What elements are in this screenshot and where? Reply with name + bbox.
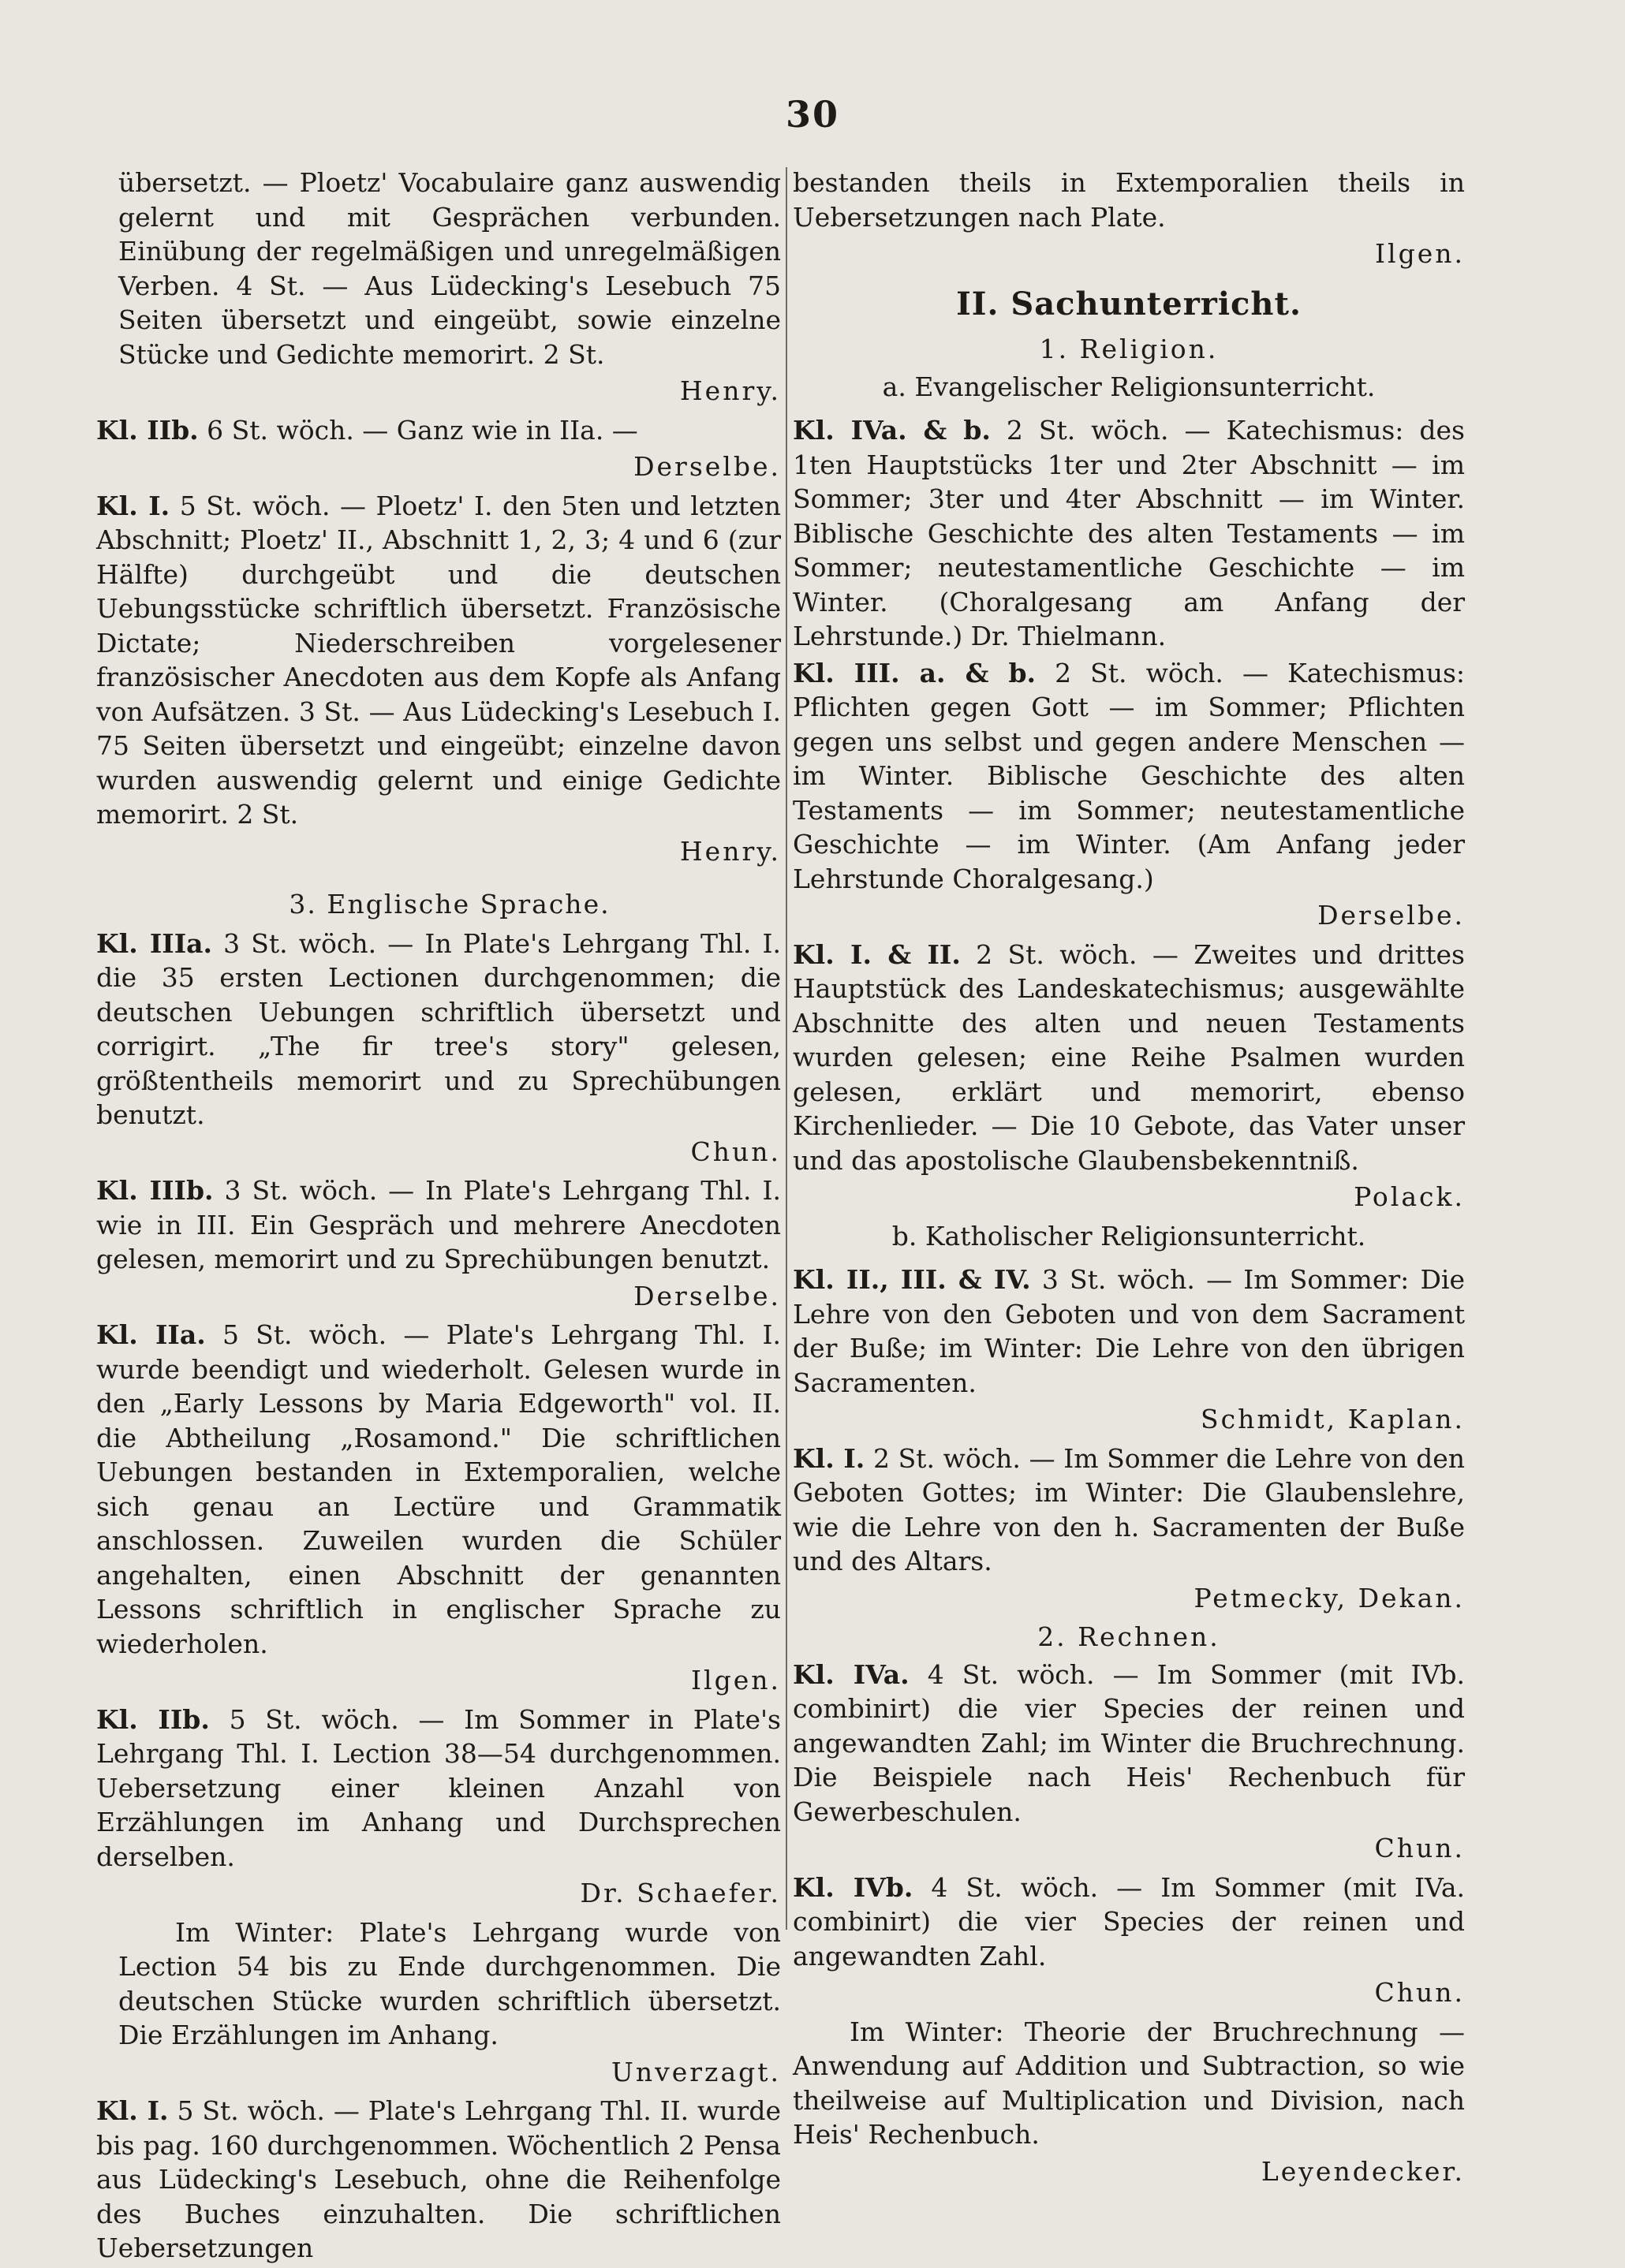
signature: Ilgen. — [691, 1665, 781, 1695]
paragraph — [96, 1173, 781, 1277]
class-label: Kl. I. & II. — [793, 938, 961, 970]
paragraph-text: 3 St. wöch. — In Plate's Lehrgang Thl. I. die 35 ersten Lectionen durchgenommen; die deutschen Uebungen schriftlich übersetzt und corrigirt. „The fir tree's story" gelesen, größtentheils memorirt und zu Sprechübungen benutzt. — [96, 927, 781, 1130]
signature: Schmidt, Kaplan. — [1201, 1404, 1465, 1434]
paragraph — [793, 413, 1465, 654]
paragraph — [793, 1442, 1465, 1579]
subsection-heading: 2. Rechnen. — [1037, 1621, 1220, 1652]
paragraph — [793, 938, 1465, 1178]
paragraph — [96, 489, 781, 832]
signature: Henry. — [679, 835, 781, 867]
signature: Polack. — [1354, 1181, 1465, 1212]
class-label: Kl. IVa. — [793, 1658, 910, 1690]
paragraph-text: 2 St. wöch. — Im Sommer die Lehre von den Geboten Gottes; im Winter: Die Glaubenslehre, wie die Lehre von den h. Sacramenten der Buße und des Altars. — [793, 1442, 1466, 1576]
paragraph-text: 6 St. wöch. — Ganz wie in IIa. — — [207, 414, 638, 446]
signature: Chun. — [690, 1136, 781, 1167]
page-number: 30 — [785, 93, 839, 136]
paragraph — [96, 1318, 781, 1661]
paragraph — [96, 1703, 781, 1874]
class-label: Kl. I. — [96, 490, 170, 521]
paragraph-text: 4 St. wöch. — Im Sommer (mit IVb. combinirt) die vier Species der reinen und angewandten Zahl; im Winter die Bruchrechnung. Die Beispiele nach Heis' Rechenbuch für Gewerbeschulen. — [793, 1658, 1465, 1827]
signature: Chun. — [1374, 1977, 1465, 2008]
paragraph — [96, 2094, 781, 2266]
subsubsection-heading: b. Katholischer Religionsunterricht. — [891, 1220, 1366, 1252]
paragraph-text: 3 St. wöch. — Im Sommer: Die Lehre von den Geboten und von dem Sacrament der Buße; im Winter: Die Lehre von den übrigen Sacramenten. — [793, 1264, 1465, 1398]
signature: Derselbe. — [633, 451, 781, 482]
paragraph: bestanden theils in Extemporalien theils in Uebersetzungen nach Plate. — [793, 167, 1465, 233]
class-label: Kl. IIb. — [96, 414, 199, 446]
class-label: Kl. IIIa. — [96, 927, 213, 959]
class-label: Kl. IVb. — [793, 1871, 913, 1903]
signature: Dr. Schaefer. — [580, 1878, 781, 1908]
class-label: Kl. III. a. & b. — [793, 657, 1037, 688]
paragraph: übersetzt. — Ploetz' Vocabulaire ganz auswendig gelernt und mit Gesprächen verbunden. Einübung der regelmäßigen und unregelmäßigen Verben. 4 St. — Aus Lüdecking's Lesebuch 75 Seiten übersetzt und eingeübt, sowie einzelne Stücke und Gedichte memorirt. 2 St. — [118, 167, 781, 370]
signature: Derselbe. — [633, 1280, 781, 1311]
class-label: Kl. IVa. & b. — [793, 415, 991, 446]
signature: Henry. — [679, 375, 781, 406]
subsubsection-heading: a. Evangelischer Religionsunterricht. — [882, 371, 1376, 402]
paragraph: Im Winter: Theorie der Bruchrechnung — Anwendung auf Addition und Subtraction, so wie theilweise auf Multiplication und Division, nach Heis' Rechenbuch. — [793, 2016, 1465, 2150]
paragraph-text: 2 St. wöch. — Katechismus: des 1ten Hauptstücks 1ter und 2ter Abschnitt — im Sommer; 3ter und 4ter Abschnitt — im Winter. Biblische Geschichte des alten Testaments — im Sommer; neutestamentliche Geschichte — im Winter. (Choralgesang am Anfang der Lehrstunde.) Dr. Thielmann. — [793, 415, 1465, 651]
paragraph — [96, 927, 781, 1132]
paragraph — [96, 413, 781, 448]
signature: Ilgen. — [1375, 238, 1465, 269]
paragraph-text: 5 St. wöch. — Plate's Lehrgang Thl. II. wurde bis pag. 160 durchgenommen. Wöchentlich 2 Pensa aus Lüdecking's Lesebuch, ohne die Reihenfolge des Buches einzuhalten. Die schriftlichen Uebersetzungen — [96, 2095, 781, 2263]
paragraph — [793, 656, 1465, 897]
section-title: II. Sachunterricht. — [956, 285, 1302, 323]
paragraph-text: 5 St. wöch. — Im Sommer in Plate's Lehrgang Thl. I. Lection 38—54 durchgenommen. Uebersetzung einer kleinen Anzahl von Erzählungen im Anhang und Durchsprechen derselben. — [96, 1703, 781, 1872]
paragraph-text: 5 St. wöch. — Plate's Lehrgang Thl. I. wurde beendigt und wiederholt. Gelesen wurde in den „Early Lessons by Maria Edgeworth" vol. II. die Abtheilung „Rosamond." Die schriftlichen Uebungen bestanden in Extemporalien, welche sich genau an Lectüre und Grammatik anschlossen. Zuweilen wurden die Schüler angehalten, einen Abschnitt der genannten Lessons schriftlich in englischer Sprache zu wiederholen. — [96, 1319, 781, 1659]
class-label: Kl. IIIb. — [96, 1175, 214, 1206]
class-label: Kl. I. — [793, 1442, 865, 1474]
paragraph — [793, 1263, 1465, 1400]
paragraph — [793, 1871, 1465, 1974]
signature: Chun. — [1374, 1833, 1465, 1863]
class-label: Kl. IIb. — [96, 1703, 210, 1735]
paragraph-text: 2 St. wöch. — Zweites und drittes Hauptstück des Landeskatechismus; ausgewählte Abschnitte des alten und neuen Testaments wurden gelesen; eine Reihe Psalmen wurden gelesen, erklärt und memorirt, ebenso Kirchenlieder. — Die 10 Gebote, das Vater unser und das apostolische Glaubensbekenntniß. — [793, 938, 1465, 1176]
paragraph — [793, 1658, 1465, 1830]
paragraph-text: 3 St. wöch. — In Plate's Lehrgang Thl. I. wie in III. Ein Gespräch und mehrere Anecdoten gelesen, memorirt und zu Sprechübungen benutzt. — [96, 1175, 781, 1274]
column-divider — [786, 167, 787, 1930]
paragraph-text: 2 St. wöch. — Katechismus: Pflichten gegen Gott — im Sommer; Pflichten gegen uns selbst und gegen andere Menschen — im Winter. Biblische Geschichte des alten Testaments — im Sommer; neutestamentliche Geschichte — im Winter. (Am Anfang jeder Lehrstunde Choralgesang.) — [793, 657, 1466, 894]
class-label: Kl. I. — [96, 2095, 169, 2126]
subsection-heading: 1. Religion. — [1039, 334, 1219, 364]
signature: Petmecky, Dekan. — [1194, 1582, 1465, 1613]
signature: Unverzagt. — [611, 2056, 781, 2087]
section-heading: 3. Englische Sprache. — [289, 889, 611, 920]
signature: Derselbe. — [1317, 900, 1465, 931]
class-label: Kl. IIa. — [96, 1319, 206, 1350]
class-label: Kl. II., III. & IV. — [793, 1264, 1031, 1295]
signature: Leyendecker. — [1261, 2155, 1465, 2187]
paragraph-text: 5 St. wöch. — Ploetz' I. den 5ten und letzten Abschnitt; Ploetz' II., Abschnitt 1, 2, 3; 4 und 6 (zur Hälfte) durchgeübt und die deutschen Uebungsstücke schriftlich übersetzt. Französische Dictate; Niederschreiben vorgelesener französischer Anecdoten aus dem Kopfe als Anfang von Aufsätzen. 3 St. — Aus Lüdecking's Lesebuch I. 75 Seiten übersetzt und eingeübt; einzelne davon wurden auswendig gelernt und einige Gedichte memorirt. 2 St. — [96, 490, 781, 830]
left-column — [96, 166, 781, 2268]
right-column — [793, 166, 1465, 2193]
paragraph-text: 4 St. wöch. — Im Sommer (mit IVa. combinirt) die vier Species der reinen und angewandten Zahl. — [793, 1871, 1465, 1971]
paragraph: Im Winter: Plate's Lehrgang wurde von Lection 54 bis zu Ende durchgenommen. Die deutschen Stücke wurden schriftlich übersetzt. Die Erzählungen im Anhang. — [118, 1916, 781, 2050]
